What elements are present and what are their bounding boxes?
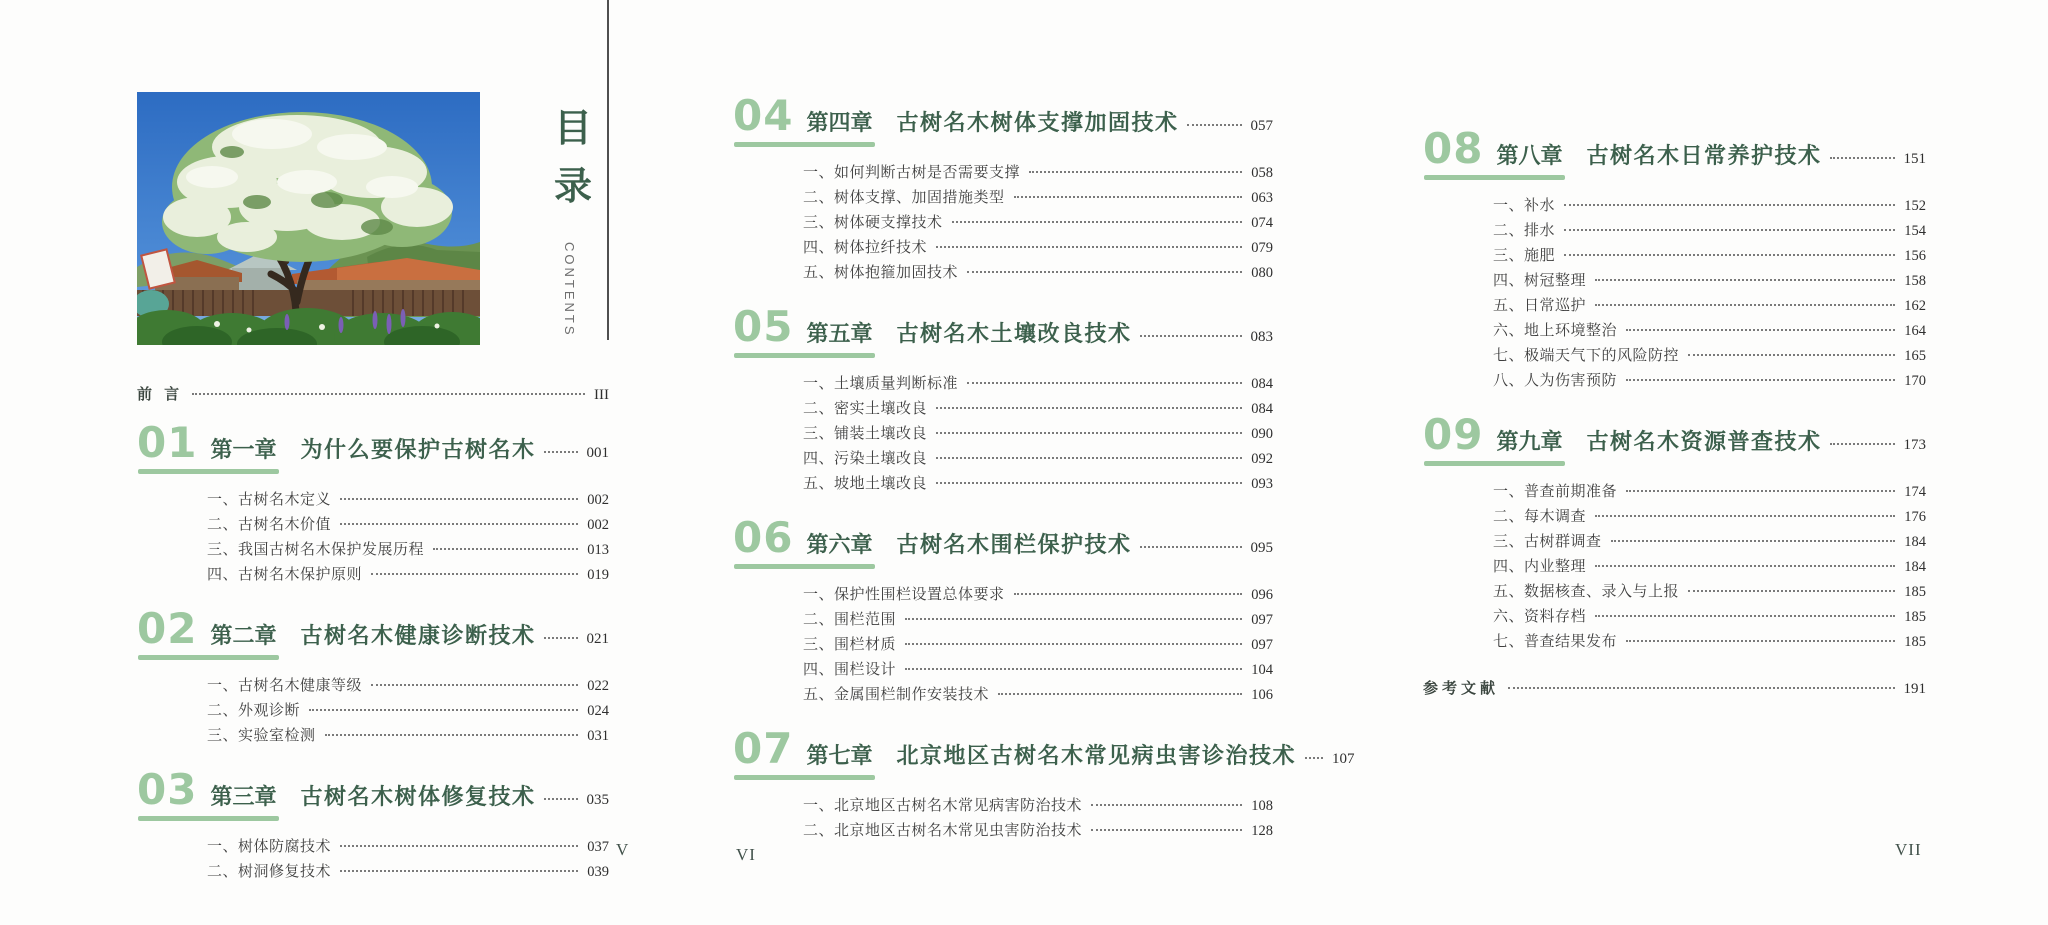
- toc-item: [1493, 344, 1926, 369]
- dot-leader: [1595, 304, 1895, 306]
- chapter-label: 第九章: [1496, 429, 1563, 454]
- chapter-title: 古树名木健康诊断技术: [300, 623, 536, 648]
- toc-item: [803, 658, 1273, 683]
- dot-leader: [952, 221, 1243, 223]
- toc-item: [803, 186, 1273, 211]
- toc-item: [1493, 319, 1926, 344]
- toc-item: [1493, 369, 1926, 394]
- dot-leader: [1564, 254, 1895, 256]
- toc-item-page-number: 093: [1251, 476, 1273, 492]
- toc-item: [1493, 605, 1926, 630]
- page-title: [550, 110, 596, 206]
- toc-item: [803, 633, 1273, 658]
- toc-item-page-number: 158: [1904, 273, 1926, 289]
- chapter-number: 06: [733, 513, 794, 562]
- folio-page-vii: VII: [1895, 840, 1922, 859]
- toc-item: [207, 699, 609, 724]
- chapter-number: 05: [733, 302, 794, 351]
- chapter-item-list: [733, 161, 1273, 286]
- toc-item-page-number: 174: [1904, 484, 1926, 500]
- chapter-number: 02: [137, 604, 198, 653]
- dot-leader: [371, 684, 578, 686]
- toc-item-page-number: 184: [1904, 559, 1926, 575]
- chapter-title: 北京地区古树名木常见病虫害诊治技术: [896, 743, 1296, 768]
- toc-item-label: 一、土壤质量判断标准: [803, 375, 959, 392]
- toc-item-label: 一、古树名木定义: [207, 491, 332, 508]
- toc-item: [803, 794, 1273, 819]
- dot-leader: [936, 432, 1242, 434]
- dot-leader: [1187, 124, 1241, 126]
- dot-leader: [544, 451, 577, 453]
- chapter-underline: [1424, 175, 1565, 180]
- chapter-page-number: 021: [586, 631, 609, 647]
- toc-item-label: 一、保护性围栏设置总体要求: [803, 586, 1005, 603]
- toc-item-page-number: 074: [1251, 215, 1273, 231]
- toc-item-page-number: 162: [1904, 298, 1926, 314]
- toc-item: [803, 608, 1273, 633]
- dot-leader: [905, 668, 1242, 670]
- chapter-number-group: [1423, 124, 1563, 173]
- dot-leader: [1508, 687, 1894, 689]
- chapter-underline: [734, 775, 875, 780]
- toc-item-page-number: 019: [587, 567, 609, 583]
- toc-item-label: 五、坡地土壤改良: [803, 475, 928, 492]
- chapter-number: 08: [1423, 124, 1484, 173]
- toc-item-page-number: 092: [1251, 451, 1273, 467]
- chapter-title: 古树名木土壤改良技术: [896, 321, 1132, 346]
- page-subtitle-contents: CONTENTS: [562, 242, 577, 338]
- dot-leader: [1688, 590, 1895, 592]
- chapter-list: [1423, 124, 1926, 655]
- toc-item: [803, 236, 1273, 261]
- toc-item: [1493, 269, 1926, 294]
- chapter-underline: [734, 353, 875, 358]
- toc-item-page-number: 128: [1251, 823, 1273, 839]
- toc-item-label: 八、人为伤害预防: [1493, 372, 1618, 389]
- chapter-item-list: [137, 488, 609, 588]
- dot-leader: [309, 709, 578, 711]
- chapter-label: 第二章: [210, 623, 277, 648]
- chapter-label: 第八章: [1496, 143, 1563, 168]
- toc-chapter: [733, 91, 1273, 286]
- toc-item: [1493, 555, 1926, 580]
- toc-item-page-number: 002: [587, 492, 609, 508]
- toc-item-label: 四、污染土壤改良: [803, 450, 928, 467]
- preface-row: [137, 383, 609, 404]
- chapter-item-list: [1423, 480, 1926, 655]
- toc-item: [803, 422, 1273, 447]
- chapter-number-group: [733, 91, 873, 140]
- toc-item: [207, 860, 609, 885]
- chapter-underline: [138, 655, 279, 660]
- toc-item: [803, 472, 1273, 497]
- toc-item-label: 三、古树群调查: [1493, 533, 1602, 550]
- dot-leader: [1688, 354, 1895, 356]
- dot-leader: [544, 798, 577, 800]
- toc-item: [803, 447, 1273, 472]
- toc-item-label: 四、树冠整理: [1493, 272, 1587, 289]
- dot-leader: [1564, 204, 1895, 206]
- toc-chapter: [137, 765, 609, 885]
- dot-leader: [1305, 757, 1323, 759]
- toc-item-page-number: 084: [1251, 401, 1273, 417]
- toc-item-page-number: 022: [587, 678, 609, 694]
- chapter-number-group: [137, 604, 277, 653]
- toc-item-label: 四、内业整理: [1493, 558, 1587, 575]
- toc-item-label: 一、北京地区古树名木常见病害防治技术: [803, 797, 1083, 814]
- chapter-underline: [138, 816, 279, 821]
- dot-leader: [1014, 593, 1243, 595]
- toc-item-page-number: 176: [1904, 509, 1926, 525]
- dot-leader: [998, 693, 1242, 695]
- toc-item-page-number: 084: [1251, 376, 1273, 392]
- toc-item-page-number: 108: [1251, 798, 1273, 814]
- dot-leader: [1626, 640, 1895, 642]
- folio-page-vi: VI: [736, 845, 756, 864]
- dot-leader: [1564, 229, 1895, 231]
- dot-leader: [936, 246, 1242, 248]
- chapter-title: 古树名木树体修复技术: [300, 784, 536, 809]
- toc-item-label: 三、实验室检测: [207, 727, 316, 744]
- chapter-item-list: [733, 794, 1273, 844]
- chapter-page-number: 035: [586, 792, 609, 808]
- chapter-heading: [733, 91, 1273, 140]
- toc-chapter: [733, 513, 1273, 708]
- toc-item-page-number: 185: [1904, 609, 1926, 625]
- chapter-number: 03: [137, 765, 198, 814]
- toc-item: [1493, 580, 1926, 605]
- toc-item-page-number: 185: [1904, 634, 1926, 650]
- toc-item-label: 二、北京地区古树名木常见虫害防治技术: [803, 822, 1083, 839]
- toc-item-page-number: 097: [1251, 612, 1273, 628]
- chapter-number: 04: [733, 91, 794, 140]
- toc-item: [803, 372, 1273, 397]
- references-row: [1423, 677, 1926, 698]
- toc-item: [803, 161, 1273, 186]
- toc-item-label: 六、地上环境整治: [1493, 322, 1618, 339]
- toc-item-page-number: 079: [1251, 240, 1273, 256]
- toc-item-label: 二、围栏范围: [803, 611, 897, 628]
- toc-item-label: 一、补水: [1493, 197, 1556, 214]
- toc-chapter: [1423, 410, 1926, 655]
- dot-leader: [1595, 615, 1895, 617]
- toc-item-page-number: 013: [587, 542, 609, 558]
- toc-item-label: 二、树洞修复技术: [207, 863, 332, 880]
- toc-item-label: 四、古树名木保护原则: [207, 566, 363, 583]
- chapter-label: 第七章: [806, 743, 873, 768]
- dot-leader: [192, 393, 585, 395]
- toc-item-label: 五、金属围栏制作安装技术: [803, 686, 990, 703]
- dot-leader: [1626, 379, 1895, 381]
- page-title-char: 目: [553, 108, 592, 150]
- toc-item: [803, 683, 1273, 708]
- dot-leader: [1830, 157, 1894, 159]
- chapter-underline: [138, 469, 279, 474]
- toc-item-page-number: 031: [587, 728, 609, 744]
- toc-item: [207, 674, 609, 699]
- chapter-underline: [1424, 461, 1565, 466]
- toc-item-label: 三、树体硬支撑技术: [803, 214, 943, 231]
- toc-item-label: 三、施肥: [1493, 247, 1556, 264]
- toc-item-label: 二、外观诊断: [207, 702, 301, 719]
- toc-item-page-number: 097: [1251, 637, 1273, 653]
- chapter-heading: [1423, 124, 1926, 173]
- chapter-number-group: [137, 765, 277, 814]
- toc-item: [803, 397, 1273, 422]
- toc-item-label: 五、数据核查、录入与上报: [1493, 583, 1680, 600]
- dot-leader: [1140, 546, 1241, 548]
- dot-leader: [1626, 329, 1895, 331]
- toc-item-label: 一、普查前期准备: [1493, 483, 1618, 500]
- dot-leader: [433, 548, 578, 550]
- toc-item: [207, 724, 609, 749]
- toc-item: [207, 563, 609, 588]
- toc-item-page-number: 090: [1251, 426, 1273, 442]
- chapter-heading: [733, 302, 1273, 351]
- toc-item-page-number: 184: [1904, 534, 1926, 550]
- preface-page-number: III: [594, 387, 609, 403]
- toc-item-label: 五、日常巡护: [1493, 297, 1587, 314]
- toc-item-page-number: 063: [1251, 190, 1273, 206]
- chapter-number: 07: [733, 724, 794, 773]
- toc-chapter: [733, 302, 1273, 497]
- toc-item-page-number: 039: [587, 864, 609, 880]
- toc-item: [1493, 630, 1926, 655]
- toc-item: [1493, 219, 1926, 244]
- toc-item-label: 七、极端天气下的风险防控: [1493, 347, 1680, 364]
- chapter-number-group: [733, 513, 873, 562]
- dot-leader: [905, 618, 1242, 620]
- chapter-heading: [137, 418, 609, 467]
- toc-item: [207, 488, 609, 513]
- chapter-list: [733, 91, 1355, 844]
- dot-leader: [936, 482, 1242, 484]
- chapter-underline: [734, 142, 875, 147]
- toc-item-page-number: 152: [1904, 198, 1926, 214]
- chapter-page-number: 173: [1903, 437, 1926, 453]
- dot-leader: [936, 407, 1242, 409]
- toc-item: [1493, 530, 1926, 555]
- toc-item: [207, 513, 609, 538]
- toc-item-page-number: 037: [587, 839, 609, 855]
- toc-item-label: 二、古树名木价值: [207, 516, 332, 533]
- dot-leader: [340, 845, 578, 847]
- chapter-title: 古树名木资源普查技术: [1586, 429, 1822, 454]
- vertical-divider-line: [607, 0, 609, 340]
- toc-item: [803, 211, 1273, 236]
- chapter-item-list: [137, 674, 609, 749]
- dot-leader: [371, 573, 578, 575]
- toc-item-page-number: 154: [1904, 223, 1926, 239]
- toc-item-page-number: 024: [587, 703, 609, 719]
- dot-leader: [325, 734, 579, 736]
- toc-item-page-number: 080: [1251, 265, 1273, 281]
- toc-item: [1493, 480, 1926, 505]
- chapter-number-group: [733, 724, 873, 773]
- dot-leader: [1029, 171, 1242, 173]
- toc-item: [207, 835, 609, 860]
- toc-item: [803, 261, 1273, 286]
- chapter-page-number: 107: [1331, 751, 1355, 767]
- chapter-page-number: 151: [1903, 151, 1926, 167]
- dot-leader: [1830, 443, 1894, 445]
- chapter-label: 第一章: [210, 437, 277, 462]
- chapter-title: 古树名木树体支撑加固技术: [896, 110, 1179, 135]
- toc-item: [1493, 194, 1926, 219]
- dot-leader: [1091, 829, 1242, 831]
- dot-leader: [967, 382, 1242, 384]
- toc-item-page-number: 106: [1251, 687, 1273, 703]
- toc-item-page-number: 170: [1904, 373, 1926, 389]
- toc-item-label: 一、树体防腐技术: [207, 838, 332, 855]
- toc-item-page-number: 058: [1251, 165, 1273, 181]
- chapter-underline: [734, 564, 875, 569]
- toc-item-label: 二、密实土壤改良: [803, 400, 928, 417]
- folio-page-v: V: [616, 840, 630, 859]
- dot-leader: [905, 643, 1242, 645]
- chapter-heading: [137, 604, 609, 653]
- chapter-item-list: [733, 372, 1273, 497]
- toc-chapter: [137, 604, 609, 749]
- dot-leader: [340, 870, 578, 872]
- chapter-number: 01: [137, 418, 198, 467]
- chapter-number: 09: [1423, 410, 1484, 459]
- chapter-heading: [733, 513, 1273, 562]
- chapter-page-number: 095: [1250, 540, 1273, 556]
- chapter-number-group: [733, 302, 873, 351]
- chapter-heading: [137, 765, 609, 814]
- toc-item-label: 五、树体抱箍加固技术: [803, 264, 959, 281]
- chapter-heading: [1423, 410, 1926, 459]
- preface-label: 前 言: [137, 386, 184, 403]
- toc-item-page-number: 156: [1904, 248, 1926, 264]
- chapter-list: [137, 418, 609, 885]
- toc-item-page-number: 002: [587, 517, 609, 533]
- toc-item: [1493, 294, 1926, 319]
- toc-column-right: [1423, 124, 1926, 698]
- toc-chapter: [1423, 124, 1926, 394]
- chapter-heading: [733, 724, 1355, 773]
- dot-leader: [1595, 279, 1895, 281]
- chapter-label: 第三章: [210, 784, 277, 809]
- chapter-item-list: [137, 835, 609, 885]
- chapter-item-list: [733, 583, 1273, 708]
- chapter-page-number: 083: [1250, 329, 1273, 345]
- toc-item-page-number: 104: [1251, 662, 1273, 678]
- toc-item: [803, 583, 1273, 608]
- toc-item-label: 三、我国古树名木保护发展历程: [207, 541, 425, 558]
- dot-leader: [1140, 335, 1241, 337]
- toc-item-label: 四、围栏设计: [803, 661, 897, 678]
- dot-leader: [340, 498, 578, 500]
- toc-item-page-number: 165: [1904, 348, 1926, 364]
- chapter-page-number: 001: [586, 445, 609, 461]
- toc-column-left: [137, 383, 609, 905]
- toc-chapter: [733, 724, 1355, 844]
- toc-item-label: 四、树体拉纤技术: [803, 239, 928, 256]
- dot-leader: [1595, 515, 1895, 517]
- toc-item-label: 二、每木调查: [1493, 508, 1587, 525]
- chapter-title: 古树名木围栏保护技术: [896, 532, 1132, 557]
- toc-column-middle: [733, 91, 1355, 864]
- dot-leader: [1595, 565, 1895, 567]
- chapter-title: 古树名木日常养护技术: [1586, 143, 1822, 168]
- toc-item-label: 七、普查结果发布: [1493, 633, 1618, 650]
- toc-item: [1493, 505, 1926, 530]
- references-page-number: 191: [1903, 681, 1926, 697]
- dot-leader: [967, 271, 1242, 273]
- dot-leader: [544, 637, 577, 639]
- toc-item-label: 一、古树名木健康等级: [207, 677, 363, 694]
- chapter-item-list: [1423, 194, 1926, 394]
- toc-item: [207, 538, 609, 563]
- toc-chapter: [137, 418, 609, 588]
- references-label: 参考文献: [1423, 680, 1500, 697]
- chapter-number-group: [137, 418, 277, 467]
- chapter-label: 第四章: [806, 110, 873, 135]
- dot-leader: [1611, 540, 1896, 542]
- chapter-label: 第六章: [806, 532, 873, 557]
- chapter-number-group: [1423, 410, 1563, 459]
- dot-leader: [936, 457, 1242, 459]
- toc-item-label: 三、铺装土壤改良: [803, 425, 928, 442]
- dot-leader: [1091, 804, 1242, 806]
- chapter-label: 第五章: [806, 321, 873, 346]
- toc-item: [803, 819, 1273, 844]
- toc-item-label: 二、树体支撑、加固措施类型: [803, 189, 1005, 206]
- dot-leader: [1014, 196, 1243, 198]
- toc-item-page-number: 096: [1251, 587, 1273, 603]
- toc-item-page-number: 164: [1904, 323, 1926, 339]
- dot-leader: [1626, 490, 1895, 492]
- page-title-char: 录: [553, 166, 592, 208]
- toc-item-label: 三、围栏材质: [803, 636, 897, 653]
- dot-leader: [340, 523, 578, 525]
- chapter-page-number: 057: [1250, 118, 1273, 134]
- chapter-title: 为什么要保护古树名木: [300, 437, 536, 462]
- toc-item-label: 二、排水: [1493, 222, 1556, 239]
- toc-item: [1493, 244, 1926, 269]
- toc-item-label: 一、如何判断古树是否需要支撑: [803, 164, 1021, 181]
- toc-item-page-number: 185: [1904, 584, 1926, 600]
- tree-photo: [137, 92, 480, 345]
- toc-item-label: 六、资料存档: [1493, 608, 1587, 625]
